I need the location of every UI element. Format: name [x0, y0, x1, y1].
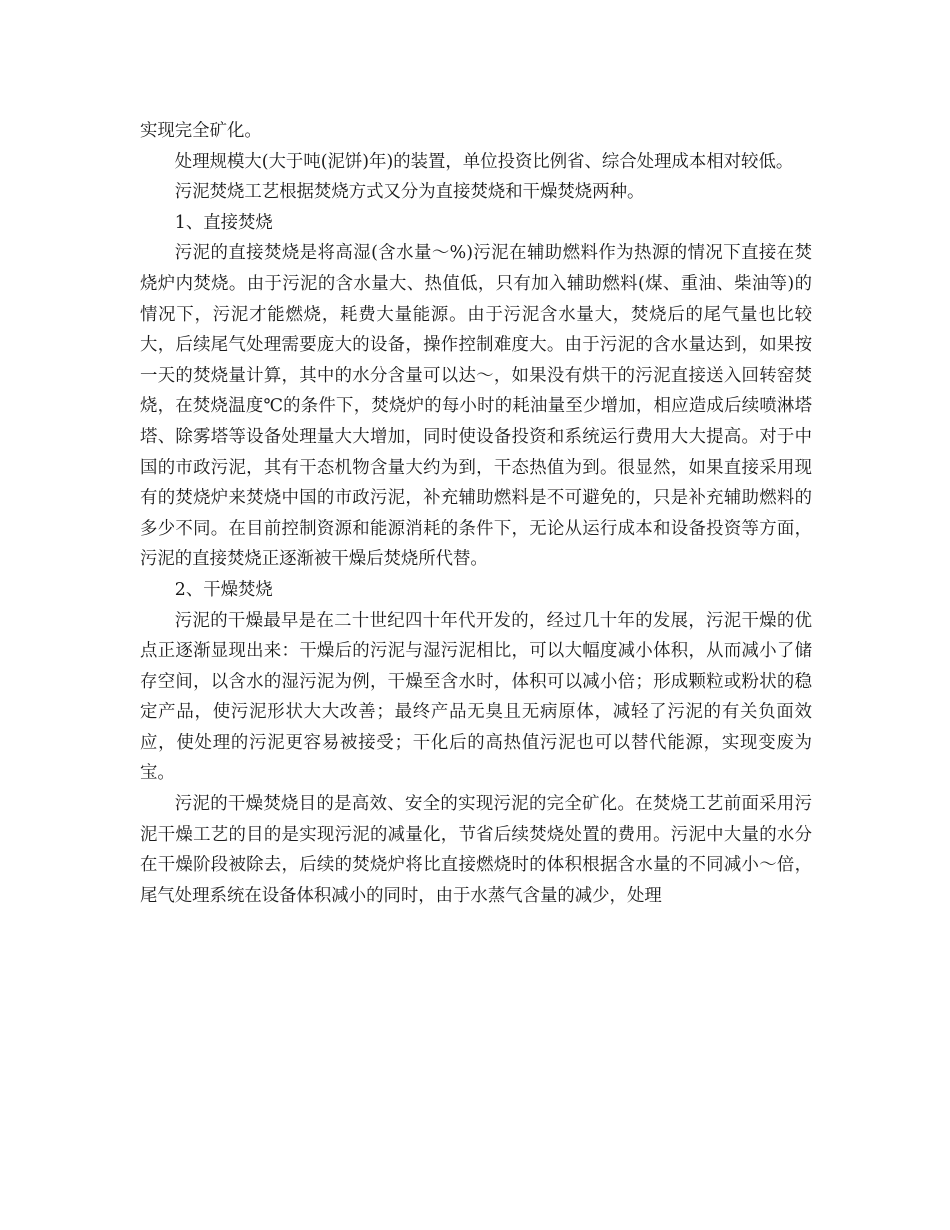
paragraph-8: 污泥的干燥焚烧目的是高效、安全的实现污泥的完全矿化。在焚烧工艺前面采用污泥干燥工艺的目的是实现污泥的减量化，节省后续焚烧处置的费用。污泥中大量的水分在干燥阶段被除去，后续的焚烧炉将比直接燃烧时的体积根据含水量的不同减小～倍，尾气处理系统在设备体积减小的同时，由于水蒸气含量的减少，处理 — [140, 794, 812, 906]
document-body — [140, 116, 812, 911]
section-heading-direct-incineration: 1、直接焚烧 — [174, 212, 273, 233]
paragraph-3: 污泥焚烧工艺根据焚烧方式又分为直接焚烧和干燥焚烧两种。 — [174, 182, 645, 203]
section-heading-dry-incineration: 2、干燥焚烧 — [174, 579, 273, 600]
paragraph-7: 污泥的干燥最早是在二十世纪四十年代开发的，经过几十年的发展，污泥干燥的优点正逐渐显现出来：干燥后的污泥与湿污泥相比，可以大幅度减小体积，从而减小了储存空间，以含水的湿污泥为例，干燥至含水时，体积可以减小倍；形成颗粒或粉状的稳定产品，使污泥形状大大改善；最终产品无臭且无病原体，减轻了污泥的有关负面效应，使处理的污泥更容易被接受；干化后的高热值污泥也可以替代能源，实现变废为宝。 — [140, 610, 812, 784]
paragraph-1: 实现完全矿化。 — [140, 121, 262, 141]
paragraph-2: 处理规模大(大于吨(泥饼)年)的装置，单位投资比例省、综合处理成本相对较低。 — [174, 151, 794, 172]
paragraph-5: 污泥的直接焚烧是将高湿(含水量～%)污泥在辅助燃料作为热源的情况下直接在焚烧炉内焚烧。由于污泥的含水量大、热值低，只有加入辅助燃料(煤、重油、柴油等)的情况下，污泥才能燃烧，耗费大量能源。由于污泥含水量大，焚烧后的尾气量也比较大，后续尾气处理需要庞大的设备，操作控制难度大。由于污泥的含水量达到，如果按一天的焚烧量计算，其中的水分含量可以达～，如果没有烘干的污泥直接送入回转窑焚烧，在焚烧温度℃的条件下，焚烧炉的每小时的耗油量至少增加，相应造成后续喷淋塔塔、除雾塔等设备处理量大大增加，同时使设备投资和系统运行费用大大提高。对于中国的市政污泥，其有干态机物含量大约为到，干态热值为到。很显然，如果直接采用现有的焚烧炉来焚烧中国的市政污泥，补充辅助燃料是不可避免的，只是补充辅助燃料的多少不同。在目前控制资源和能源消耗的条件下，无论从运行成本和设备投资等方面，污泥的直接焚烧正逐渐被干燥后焚烧所代替。 — [140, 243, 812, 570]
